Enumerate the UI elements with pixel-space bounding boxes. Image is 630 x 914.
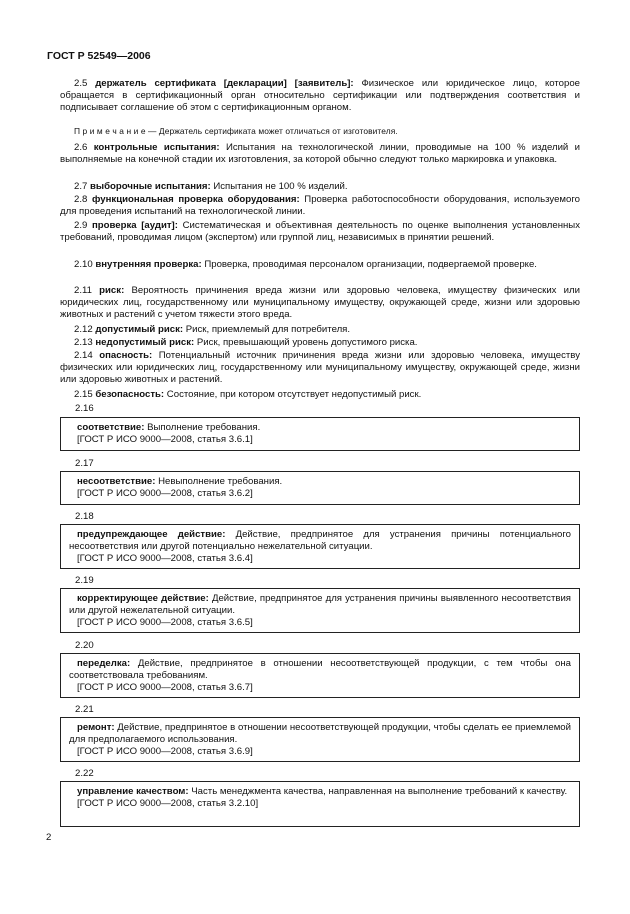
clause-2-9: 2.9 проверка [аудит]: Систематическая и объективная деятельность по оценке выполнения установленных требований, проводимая лицом (экспертом) или группой лиц, независимых в принятии решений. (60, 220, 580, 244)
definition-reference: [ГОСТ Р ИСО 9000—2008, статья 3.2.10] (77, 798, 259, 810)
note: П р и м е ч а н и е — Держатель сертификата может отличаться от изготовителя. (74, 126, 398, 136)
definition-text: предупреждающее действие: Действие, предпринятое для устранения причины потенциального несоответствия или другой потенциально нежелательной ситуации. (69, 529, 572, 553)
clause-2-6: 2.6 контрольные испытания: Испытания на технологической линии, проводимые на 100 % изделий и выполняемые на конечной стадии их изготовления, за которой обычно следуют только маркировка и упаковка. (60, 142, 580, 166)
definition-box-2-18 (60, 524, 580, 569)
clause-number: 2.17 (75, 458, 94, 469)
definition-box-2-20 (60, 653, 580, 698)
definition-reference: [ГОСТ Р ИСО 9000—2008, статья 3.6.9] (77, 746, 253, 758)
clause-2-12: 2.12 допустимый риск: Риск, приемлемый для потребителя. (74, 324, 351, 335)
clause-2-13: 2.13 недопустимый риск: Риск, превышающий уровень допустимого риска. (74, 337, 418, 348)
definition-reference: [ГОСТ Р ИСО 9000—2008, статья 3.6.2] (77, 488, 253, 500)
definition-text: соответствие: Выполнение требования. (77, 422, 261, 433)
clause-number: 2.16 (75, 403, 94, 414)
clause-number: 2.19 (75, 575, 94, 586)
clause-2-11: 2.11 риск: Вероятность причинения вреда жизни или здоровью человека, имуществу физических или юридических лиц, государственному или муниципальному имуществу, окружающей среде, жизни или здоровью животных и растений с учетом тяжести этого вреда. (60, 285, 580, 321)
document-header: ГОСТ Р 52549—2006 (47, 50, 151, 62)
definition-text: ремонт: Действие, предпринятое в отношении несоответствующей продукции, чтобы сделать ее приемлемой для предполагаемого использования. (69, 722, 571, 746)
clause-2-8: 2.8 функциональная проверка оборудования: Проверка работоспособности оборудования, используемого для проведения испытаний на технологической линии. (60, 194, 580, 218)
definition-text: несоответствие: Невыполнение требования. (77, 476, 283, 487)
definition-reference: [ГОСТ Р ИСО 9000—2008, статья 3.6.4] (77, 553, 253, 565)
clause-2-5: 2.5 держатель сертификата [декларации] [заявитель]: Физическое или юридическое лицо, которое обращается в сертификационный орган относительно сертификации или подтверждения соответствия и подписывает соглашение об этом с сертификационным органом. (60, 78, 581, 114)
clause-number: 2.20 (75, 640, 94, 651)
definition-box-2-21 (60, 717, 580, 762)
clause-2-14: 2.14 опасность: Потенциальный источник причинения вреда жизни или здоровью человека, имуществу физических или юридических лиц, государственному или муниципальному имуществу, окружающей среде, жизни или здоровью животных и растений. (60, 350, 580, 386)
clause-number: 2.18 (75, 511, 94, 522)
definition-reference: [ГОСТ Р ИСО 9000—2008, статья 3.6.5] (77, 617, 253, 629)
clause-2-7: 2.7 выборочные испытания: Испытания не 100 % изделий. (74, 181, 348, 192)
definition-text: корректирующее действие: Действие, предпринятое для устранения причины выявленного несоответствия или другой нежелательной ситуации. (69, 593, 571, 617)
clause-number: 2.21 (75, 704, 94, 715)
definition-text: переделка: Действие, предпринятое в отношении несоответствующей продукции, с тем чтобы она соответствовала требованиям. (69, 658, 571, 682)
definition-box-2-22 (60, 781, 580, 827)
page-number: 2 (46, 832, 52, 843)
definition-box-2-16 (60, 417, 580, 451)
definition-reference: [ГОСТ Р ИСО 9000—2008, статья 3.6.7] (77, 682, 253, 694)
clause-2-15: 2.15 безопасность: Состояние, при котором отсутствует недопустимый риск. (74, 389, 422, 400)
definition-reference: [ГОСТ Р ИСО 9000—2008, статья 3.6.1] (77, 434, 253, 446)
definition-text: управление качеством: Часть менеджмента качества, направленная на выполнение требований к качеству. (77, 786, 568, 797)
definition-box-2-19 (60, 588, 580, 633)
clause-2-10: 2.10 внутренняя проверка: Проверка, проводимая персоналом организации, подвергаемой проверке. (74, 259, 537, 270)
clause-number: 2.22 (75, 768, 94, 779)
definition-box-2-17 (60, 471, 580, 505)
